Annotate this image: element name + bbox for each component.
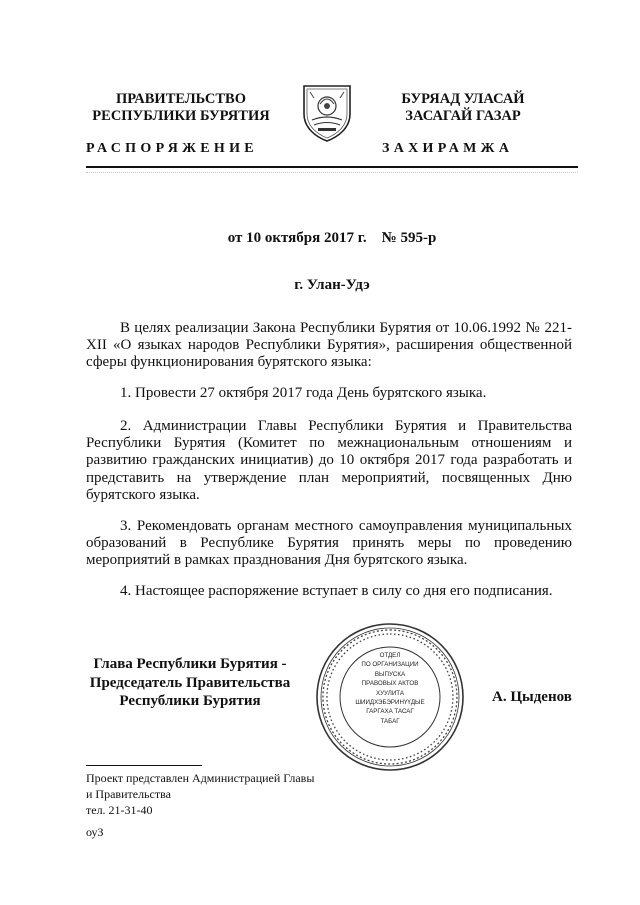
header-divider xyxy=(86,166,578,168)
coat-of-arms-icon xyxy=(298,80,356,144)
item-paragraph: 4. Настоящее распоряжение вступает в силу со дня его подписания. xyxy=(120,583,553,599)
footer-note xyxy=(86,770,386,818)
document-type-russian: РАСПОРЯЖЕНИЕ xyxy=(86,141,258,156)
signatory-title-line: Председатель Правительства xyxy=(89,674,291,691)
issuer-line-2: РЕСПУБЛИКИ БУРЯТИЯ xyxy=(92,108,270,124)
issuer-name-buryat xyxy=(368,91,558,125)
seal-inner-text: ОТДЕЛ ПО ОРГАНИЗАЦИИ ВЫПУСКА ПРАВОВЫХ АКТОВ ХУУЛИТА ШИИДХЭБЭРИНҮҮДЫЕ ГАРГАХА ТАСАГ ТАБАГ xyxy=(355,652,425,725)
document-date-number: от 10 октября 2017 г. № 595-р xyxy=(227,230,437,246)
footer-note-line: и Правительства xyxy=(86,787,171,801)
footer-code: оуЗ xyxy=(86,825,104,839)
signatory-name: А. Цыденов xyxy=(492,689,572,705)
footer-phone: тел. 21-31-40 xyxy=(86,803,153,817)
header-dotted-divider xyxy=(86,172,578,177)
issuer-name-russian xyxy=(86,91,276,125)
document-type-buryat: ЗАХИРАМЖА xyxy=(382,141,514,156)
preamble-paragraph: В целях реализации Закона Республики Бурятия от 10.06.1992 № 221-XII «О языках народов Республики Бурятия», расширения общественной сферы функционирования бурятского языка: xyxy=(86,320,572,371)
footer-note-line: Проект представлен Администрацией Главы xyxy=(86,771,315,785)
signatory-title-line: Республики Бурятия xyxy=(119,693,261,709)
item-paragraph: 3. Рекомендовать органам местного самоуправления муниципальных образований в Республике Бурятия принять меры по проведению мероприятий в рамках празднования Дня бурятского языка. xyxy=(86,518,572,569)
item-paragraph: 2. Администрации Главы Республики Бурятия и Правительства Республики Бурятия (Комитет по межнациональным отношениям и развитию гражданских инициатив) до 10 октября 2017 года разработать и представить на утверждение план мероприятий, посвященных Дню бурятского языка. xyxy=(86,418,572,503)
document-city: г. Улан-Удэ xyxy=(294,277,370,293)
signatory-title-line: Глава Республики Бурятия - xyxy=(93,656,287,672)
item-paragraph: 1. Провести 27 октября 2017 года День бурятского языка. xyxy=(120,385,487,401)
footer-divider xyxy=(86,765,202,766)
issuer-line-2-buryat: ЗАСАГАЙ ГАЗАР xyxy=(405,108,521,124)
issuer-line-1: ПРАВИТЕЛЬСТВО xyxy=(116,91,246,107)
issuer-line-1-buryat: БУРЯАД УЛАСАЙ xyxy=(401,91,525,107)
official-seal-stamp xyxy=(314,621,466,773)
signatory-title xyxy=(76,655,304,711)
